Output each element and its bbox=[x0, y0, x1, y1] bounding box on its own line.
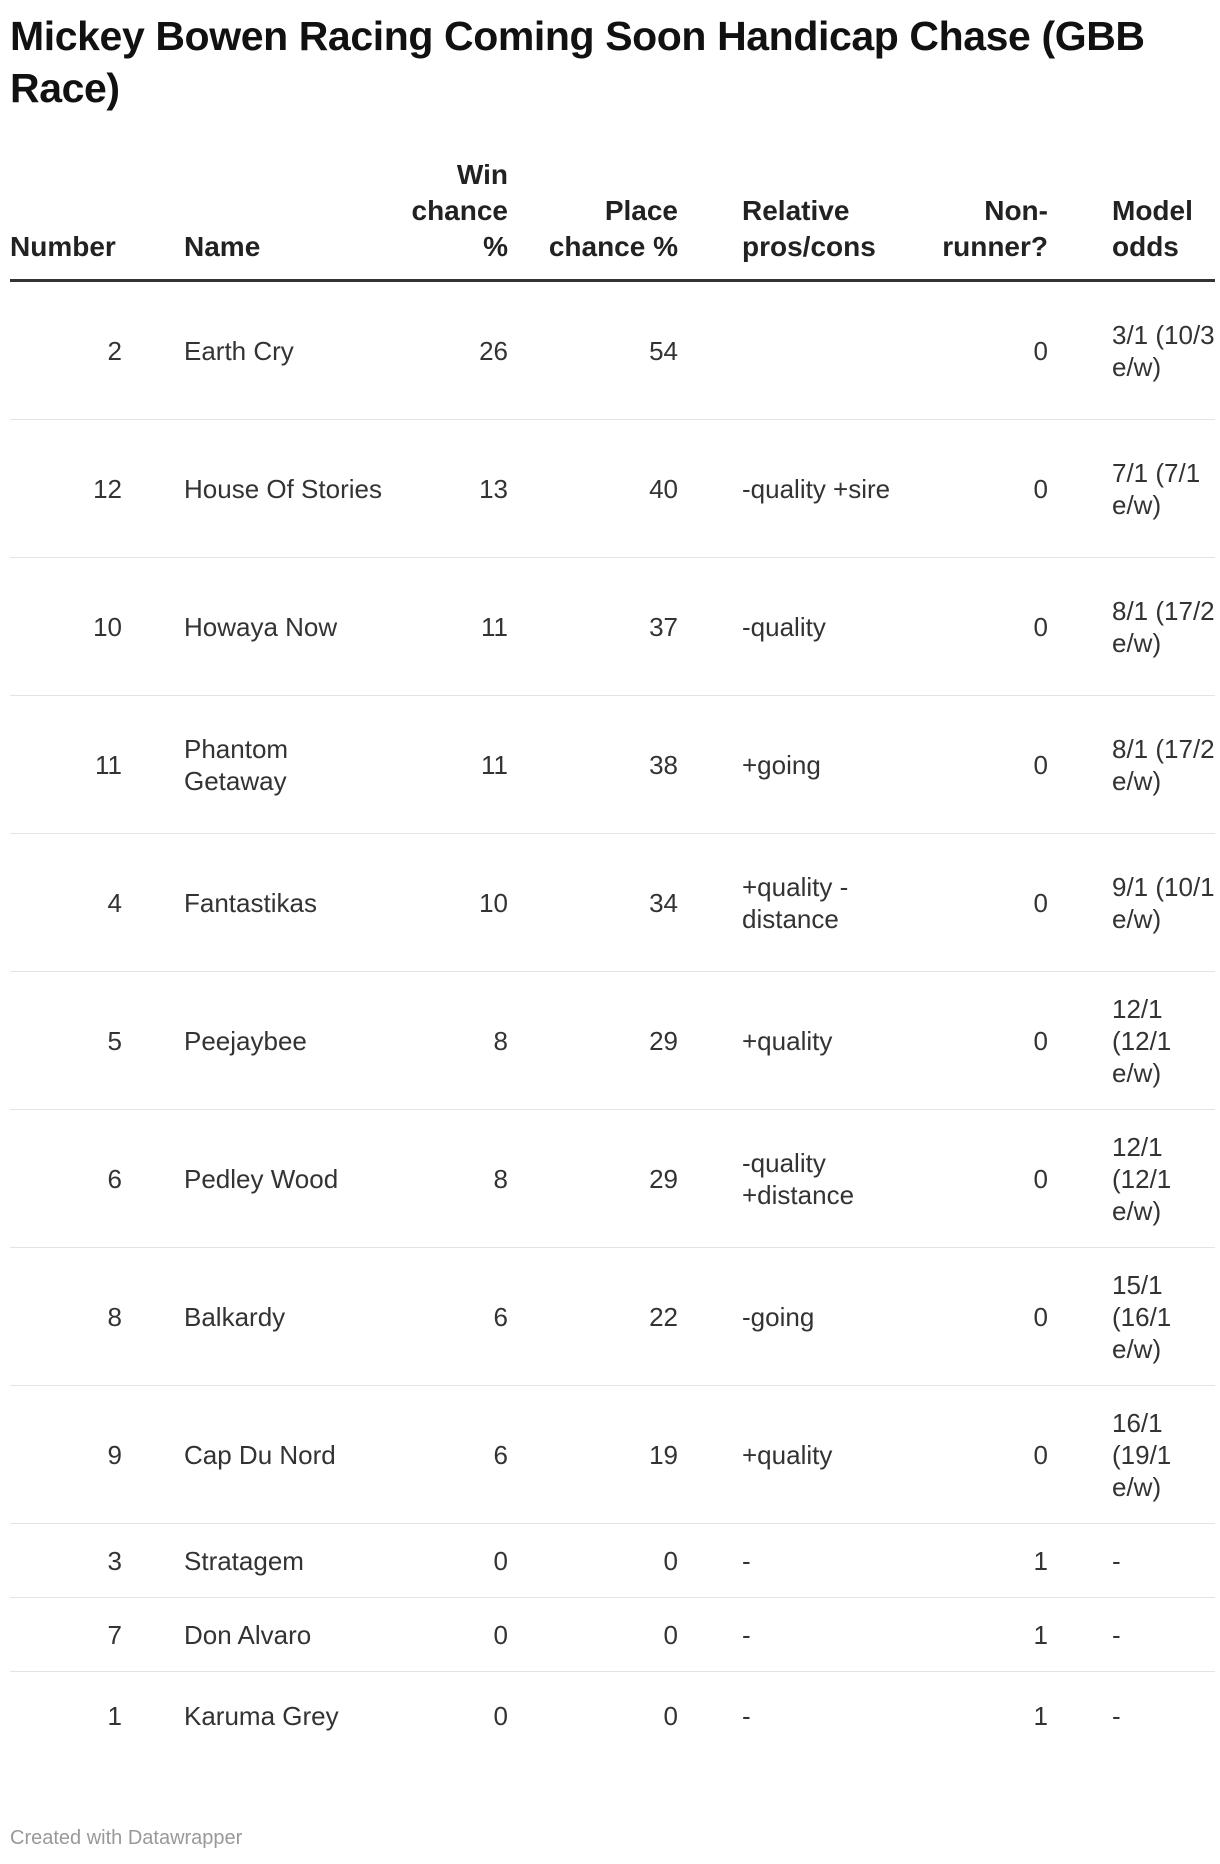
cell-name: Balkardy bbox=[184, 1248, 392, 1386]
cell-non-runner: 0 bbox=[892, 420, 1048, 558]
cell-model-odds: 7/1 (7/1 e/w) bbox=[1112, 420, 1215, 558]
cell-name: House Of Stories bbox=[184, 420, 392, 558]
race-table bbox=[10, 157, 1215, 1760]
cell-name: Howaya Now bbox=[184, 558, 392, 696]
cell-model-odds: 12/1 (12/1 e/w) bbox=[1112, 1110, 1215, 1248]
cell-pros-cons: -quality bbox=[742, 558, 892, 696]
cell-number: 3 bbox=[10, 1524, 122, 1598]
cell-win-chance: 0 bbox=[392, 1524, 508, 1598]
cell-number: 7 bbox=[10, 1598, 122, 1672]
cell-number: 10 bbox=[10, 558, 122, 696]
cell-place-chance: 40 bbox=[508, 420, 678, 558]
cell-number: 2 bbox=[10, 281, 122, 420]
cell-non-runner: 1 bbox=[892, 1524, 1048, 1598]
cell-non-runner: 0 bbox=[892, 972, 1048, 1110]
cell-name: Stratagem bbox=[184, 1524, 392, 1598]
cell-name: Cap Du Nord bbox=[184, 1386, 392, 1524]
cell-win-chance: 6 bbox=[392, 1386, 508, 1524]
cell-name: Peejaybee bbox=[184, 972, 392, 1110]
cell-model-odds: 16/1 (19/1 e/w) bbox=[1112, 1386, 1215, 1524]
header-row bbox=[10, 157, 1215, 281]
cell-pros-cons: - bbox=[742, 1524, 892, 1598]
cell-model-odds: - bbox=[1112, 1598, 1215, 1672]
cell-model-odds: 12/1 (12/1 e/w) bbox=[1112, 972, 1215, 1110]
cell-model-odds: 15/1 (16/1 e/w) bbox=[1112, 1248, 1215, 1386]
table-row bbox=[10, 1524, 1215, 1598]
cell-model-odds: 9/1 (10/1 e/w) bbox=[1112, 834, 1215, 972]
cell-win-chance: 13 bbox=[392, 420, 508, 558]
cell-non-runner: 0 bbox=[892, 696, 1048, 834]
cell-non-runner: 0 bbox=[892, 281, 1048, 420]
cell-number: 12 bbox=[10, 420, 122, 558]
cell-pros-cons: +quality -distance bbox=[742, 834, 892, 972]
table-row bbox=[10, 420, 1215, 558]
cell-win-chance: 8 bbox=[392, 972, 508, 1110]
header-model-odds[interactable]: Model odds bbox=[1112, 157, 1215, 281]
cell-pros-cons: - bbox=[742, 1598, 892, 1672]
table-row bbox=[10, 1672, 1215, 1761]
cell-non-runner: 0 bbox=[892, 558, 1048, 696]
cell-pros-cons: -going bbox=[742, 1248, 892, 1386]
cell-place-chance: 54 bbox=[508, 281, 678, 420]
cell-pros-cons: - bbox=[742, 1701, 751, 1731]
header-number[interactable]: Number bbox=[10, 157, 122, 281]
cell-number: 4 bbox=[10, 834, 122, 972]
cell-pros-cons: -quality +sire bbox=[742, 420, 892, 558]
cell-pros-cons: +going bbox=[742, 696, 892, 834]
header-place-chance[interactable]: Place chance % bbox=[508, 157, 678, 281]
cell-place-chance: 29 bbox=[508, 1110, 678, 1248]
header-relative-pros-cons[interactable]: Relative pros/cons bbox=[742, 157, 892, 281]
cell-place-chance: 0 bbox=[508, 1524, 678, 1598]
cell-win-chance: 26 bbox=[392, 281, 508, 420]
cell-non-runner: 0 bbox=[892, 834, 1048, 972]
cell-pros-cons: -quality +distance bbox=[742, 1110, 892, 1248]
cell-win-chance: 10 bbox=[392, 834, 508, 972]
cell-place-chance: 19 bbox=[508, 1386, 678, 1524]
chart-title: Mickey Bowen Racing Coming Soon Handicap Chase (GBB Race) bbox=[10, 13, 1145, 111]
cell-non-runner: 1 bbox=[1033, 1701, 1048, 1731]
cell-non-runner: 0 bbox=[892, 1386, 1048, 1524]
cell-win-chance: 0 bbox=[392, 1598, 508, 1672]
cell-model-odds: - bbox=[1112, 1701, 1121, 1731]
cell-name: Pedley Wood bbox=[184, 1110, 392, 1248]
cell-place-chance: 0 bbox=[663, 1701, 678, 1731]
cell-win-chance: 11 bbox=[392, 558, 508, 696]
cell-model-odds: 8/1 (17/2 e/w) bbox=[1112, 696, 1215, 834]
cell-number: 9 bbox=[10, 1386, 122, 1524]
table-row bbox=[10, 1598, 1215, 1672]
cell-name: Karuma Grey bbox=[184, 1701, 339, 1731]
cell-place-chance: 34 bbox=[508, 834, 678, 972]
cell-win-chance: 0 bbox=[493, 1701, 508, 1731]
table-row bbox=[10, 972, 1215, 1110]
table-row bbox=[10, 1110, 1215, 1248]
header-non-runner[interactable]: Non-runner? bbox=[892, 157, 1048, 281]
cell-pros-cons: +quality bbox=[742, 1386, 892, 1524]
table-row bbox=[10, 558, 1215, 696]
cell-number: 1 bbox=[107, 1701, 122, 1731]
cell-name: Fantastikas bbox=[184, 834, 392, 972]
cell-place-chance: 22 bbox=[508, 1248, 678, 1386]
table-row bbox=[10, 834, 1215, 972]
header-name[interactable]: Name bbox=[184, 157, 392, 281]
cell-win-chance: 6 bbox=[392, 1248, 508, 1386]
cell-pros-cons: +quality bbox=[742, 972, 892, 1110]
table-row bbox=[10, 696, 1215, 834]
cell-non-runner: 1 bbox=[892, 1598, 1048, 1672]
table-body bbox=[10, 281, 1215, 1761]
table-row bbox=[10, 1386, 1215, 1524]
cell-pros-cons bbox=[742, 281, 892, 420]
cell-place-chance: 37 bbox=[508, 558, 678, 696]
table-row bbox=[10, 281, 1215, 420]
cell-place-chance: 38 bbox=[508, 696, 678, 834]
cell-non-runner: 0 bbox=[892, 1248, 1048, 1386]
cell-win-chance: 8 bbox=[392, 1110, 508, 1248]
cell-place-chance: 29 bbox=[508, 972, 678, 1110]
cell-model-odds: 8/1 (17/2 e/w) bbox=[1112, 558, 1215, 696]
cell-win-chance: 11 bbox=[392, 696, 508, 834]
cell-number: 6 bbox=[10, 1110, 122, 1248]
cell-number: 8 bbox=[10, 1248, 122, 1386]
cell-model-odds: - bbox=[1112, 1524, 1215, 1598]
cell-number: 5 bbox=[10, 972, 122, 1110]
cell-name: Don Alvaro bbox=[184, 1598, 392, 1672]
cell-name: Earth Cry bbox=[184, 281, 392, 420]
cell-model-odds: 3/1 (10/3 e/w) bbox=[1112, 281, 1215, 420]
table-row bbox=[10, 1248, 1215, 1386]
cell-name: Phantom Getaway bbox=[184, 696, 392, 834]
cell-number: 11 bbox=[10, 696, 122, 834]
header-win-chance[interactable]: Win chance % bbox=[392, 157, 508, 281]
footer-credit: Created with Datawrapper bbox=[10, 1827, 243, 1849]
cell-place-chance: 0 bbox=[508, 1598, 678, 1672]
cell-non-runner: 0 bbox=[892, 1110, 1048, 1248]
